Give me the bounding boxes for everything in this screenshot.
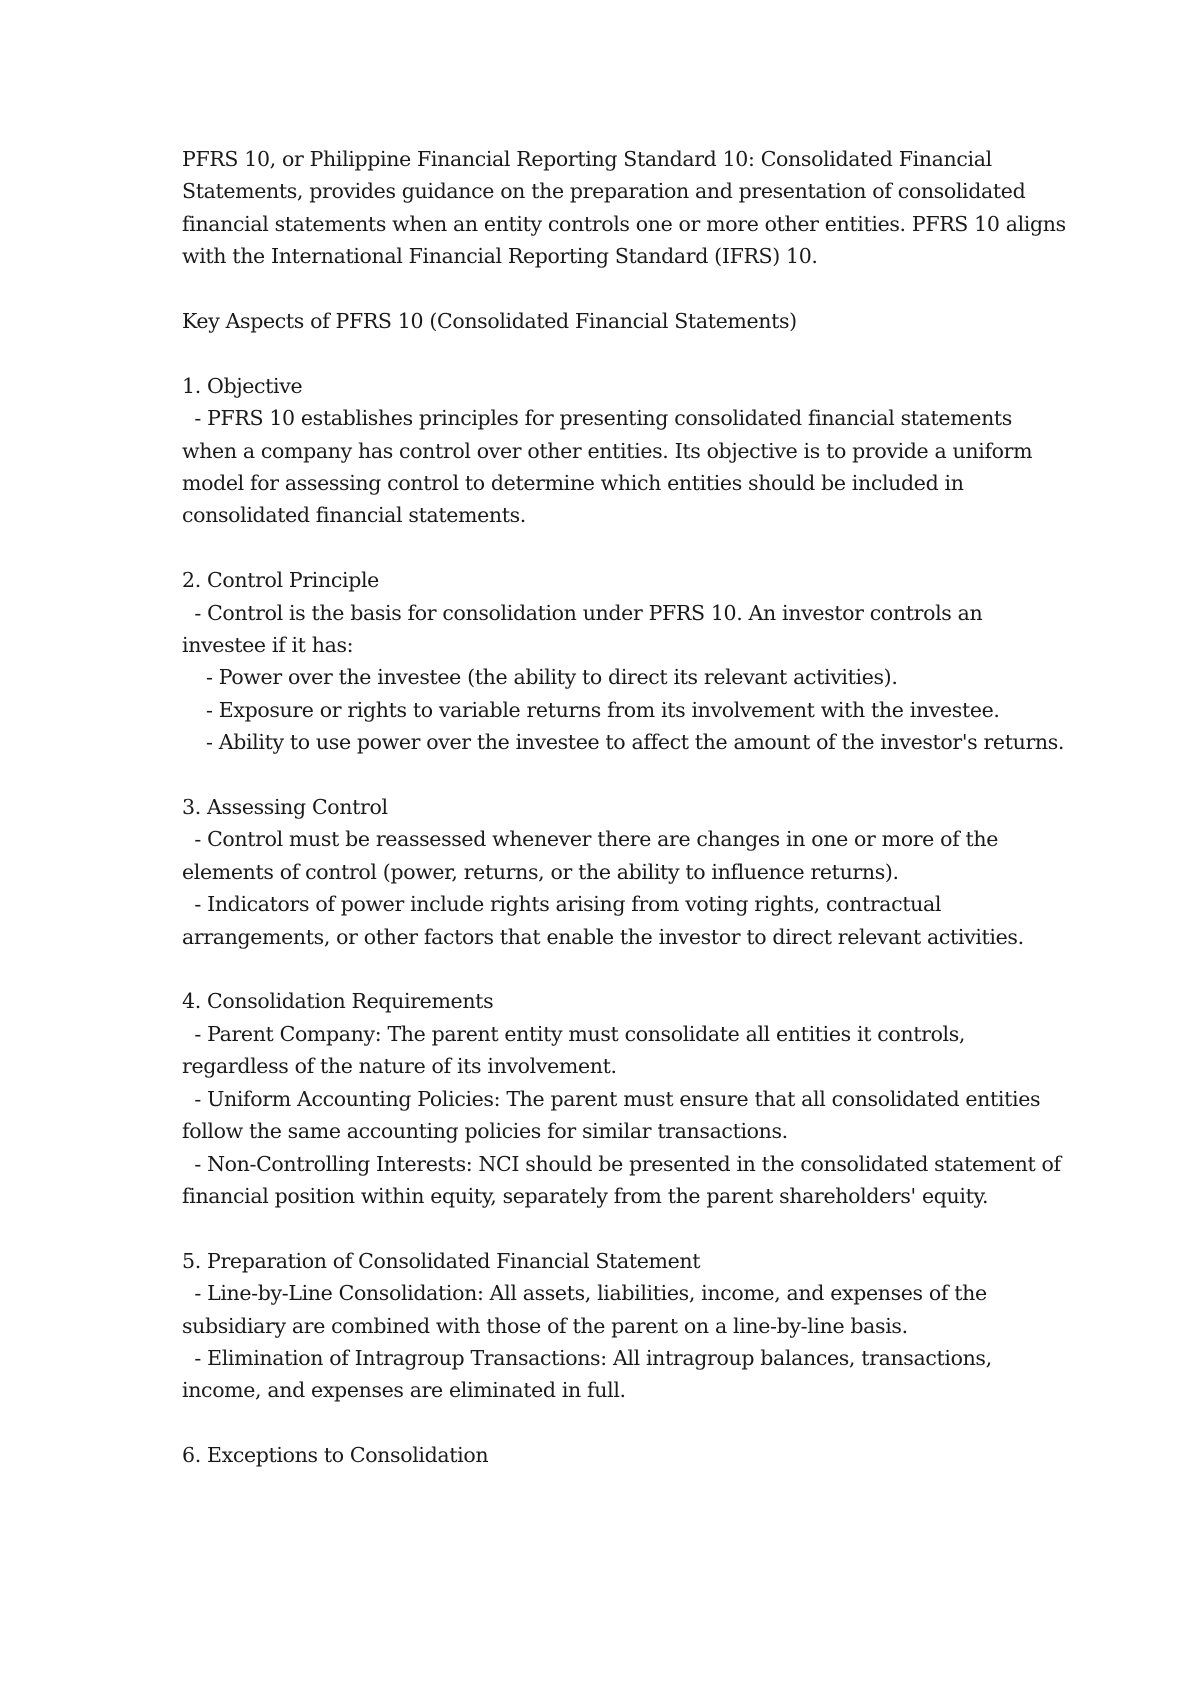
bullet-item xyxy=(182,823,1082,888)
section-title: 4. Consolidation Requirements xyxy=(182,989,494,1014)
intro-line: Statements, provides guidance on the preparation and presentation of consolidated xyxy=(182,179,1026,204)
bullet-item xyxy=(182,597,1082,759)
bullet-line: regardless of the nature of its involvement. xyxy=(182,1054,617,1079)
section-exceptions xyxy=(182,1439,1082,1471)
bullet-line: - Control is the basis for consolidation under PFRS 10. An investor controls an xyxy=(182,600,983,625)
bullet-line: financial position within equity, separately from the parent shareholders' equity. xyxy=(182,1183,989,1208)
bullet-line: investee if it has: xyxy=(182,633,354,658)
bullet-line: - Uniform Accounting Policies: The parent must ensure that all consolidated entities xyxy=(182,1086,1041,1111)
intro-line: financial statements when an entity controls one or more other entities. PFRS 10 aligns xyxy=(182,211,1066,236)
bullet-item xyxy=(182,1148,1082,1213)
bullet-item xyxy=(182,1018,1082,1083)
bullet-line: elements of control (power, returns, or the ability to influence returns). xyxy=(182,859,899,884)
section-assessing-control xyxy=(182,791,1082,953)
sub-bullet xyxy=(182,661,1082,693)
section-title: 2. Control Principle xyxy=(182,568,379,593)
bullet-item xyxy=(182,1277,1082,1342)
bullet-line: - Parent Company: The parent entity must consolidate all entities it controls, xyxy=(182,1021,966,1046)
document-body xyxy=(182,143,1082,1504)
bullet-item xyxy=(182,1083,1082,1148)
bullet-line: - Control must be reassessed whenever there are changes in one or more of the xyxy=(182,827,999,852)
section-title: 1. Objective xyxy=(182,373,303,398)
intro-line: with the International Financial Reporting Standard (IFRS) 10. xyxy=(182,244,818,269)
sub-bullet xyxy=(182,694,1082,726)
bullet-line: consolidated financial statements. xyxy=(182,503,526,528)
section-title: 5. Preparation of Consolidated Financial Statement xyxy=(182,1248,701,1273)
bullet-line: - Elimination of Intragroup Transactions: All intragroup balances, transactions, xyxy=(182,1345,992,1370)
bullet-line: subsidiary are combined with those of the parent on a line-by-line basis. xyxy=(182,1313,908,1338)
bullet-line: - Indicators of power include rights arising from voting rights, contractual xyxy=(182,892,942,917)
sub-bullet-line: - Power over the investee (the ability to direct its relevant activities). xyxy=(206,665,898,690)
sub-bullet-line: - Exposure or rights to variable returns from its involvement with the investee. xyxy=(206,697,1000,722)
sub-bullet xyxy=(182,726,1082,758)
bullet-line: when a company has control over other entities. Its objective is to provide a uniform xyxy=(182,438,1033,463)
bullet-line: income, and expenses are eliminated in full. xyxy=(182,1378,626,1403)
bullet-line: model for assessing control to determine which entities should be included in xyxy=(182,471,964,496)
section-consolidation-requirements xyxy=(182,985,1082,1212)
bullet-line: arrangements, or other factors that enable the investor to direct relevant activities. xyxy=(182,924,1024,949)
bullet-item xyxy=(182,402,1082,532)
intro-paragraph xyxy=(182,143,1082,273)
bullet-item xyxy=(182,1342,1082,1407)
section-title: 6. Exceptions to Consolidation xyxy=(182,1443,489,1468)
bullet-line: follow the same accounting policies for similar transactions. xyxy=(182,1119,788,1144)
bullet-line: - Non-Controlling Interests: NCI should be presented in the consolidated statement of xyxy=(182,1151,1061,1176)
intro-line: PFRS 10, or Philippine Financial Reporting Standard 10: Consolidated Financial xyxy=(182,147,992,171)
bullet-line: - PFRS 10 establishes principles for presenting consolidated financial statements xyxy=(182,406,1012,431)
section-objective xyxy=(182,370,1082,532)
bullet-line: - Line-by-Line Consolidation: All assets, liabilities, income, and expenses of the xyxy=(182,1281,987,1306)
section-title: 3. Assessing Control xyxy=(182,795,388,820)
sub-bullet-line: - Ability to use power over the investee to affect the amount of the investor's returns. xyxy=(206,730,1065,755)
section-preparation xyxy=(182,1245,1082,1407)
bullet-item xyxy=(182,888,1082,953)
key-aspects-heading: Key Aspects of PFRS 10 (Consolidated Financial Statements) xyxy=(182,309,797,334)
section-control-principle xyxy=(182,564,1082,758)
